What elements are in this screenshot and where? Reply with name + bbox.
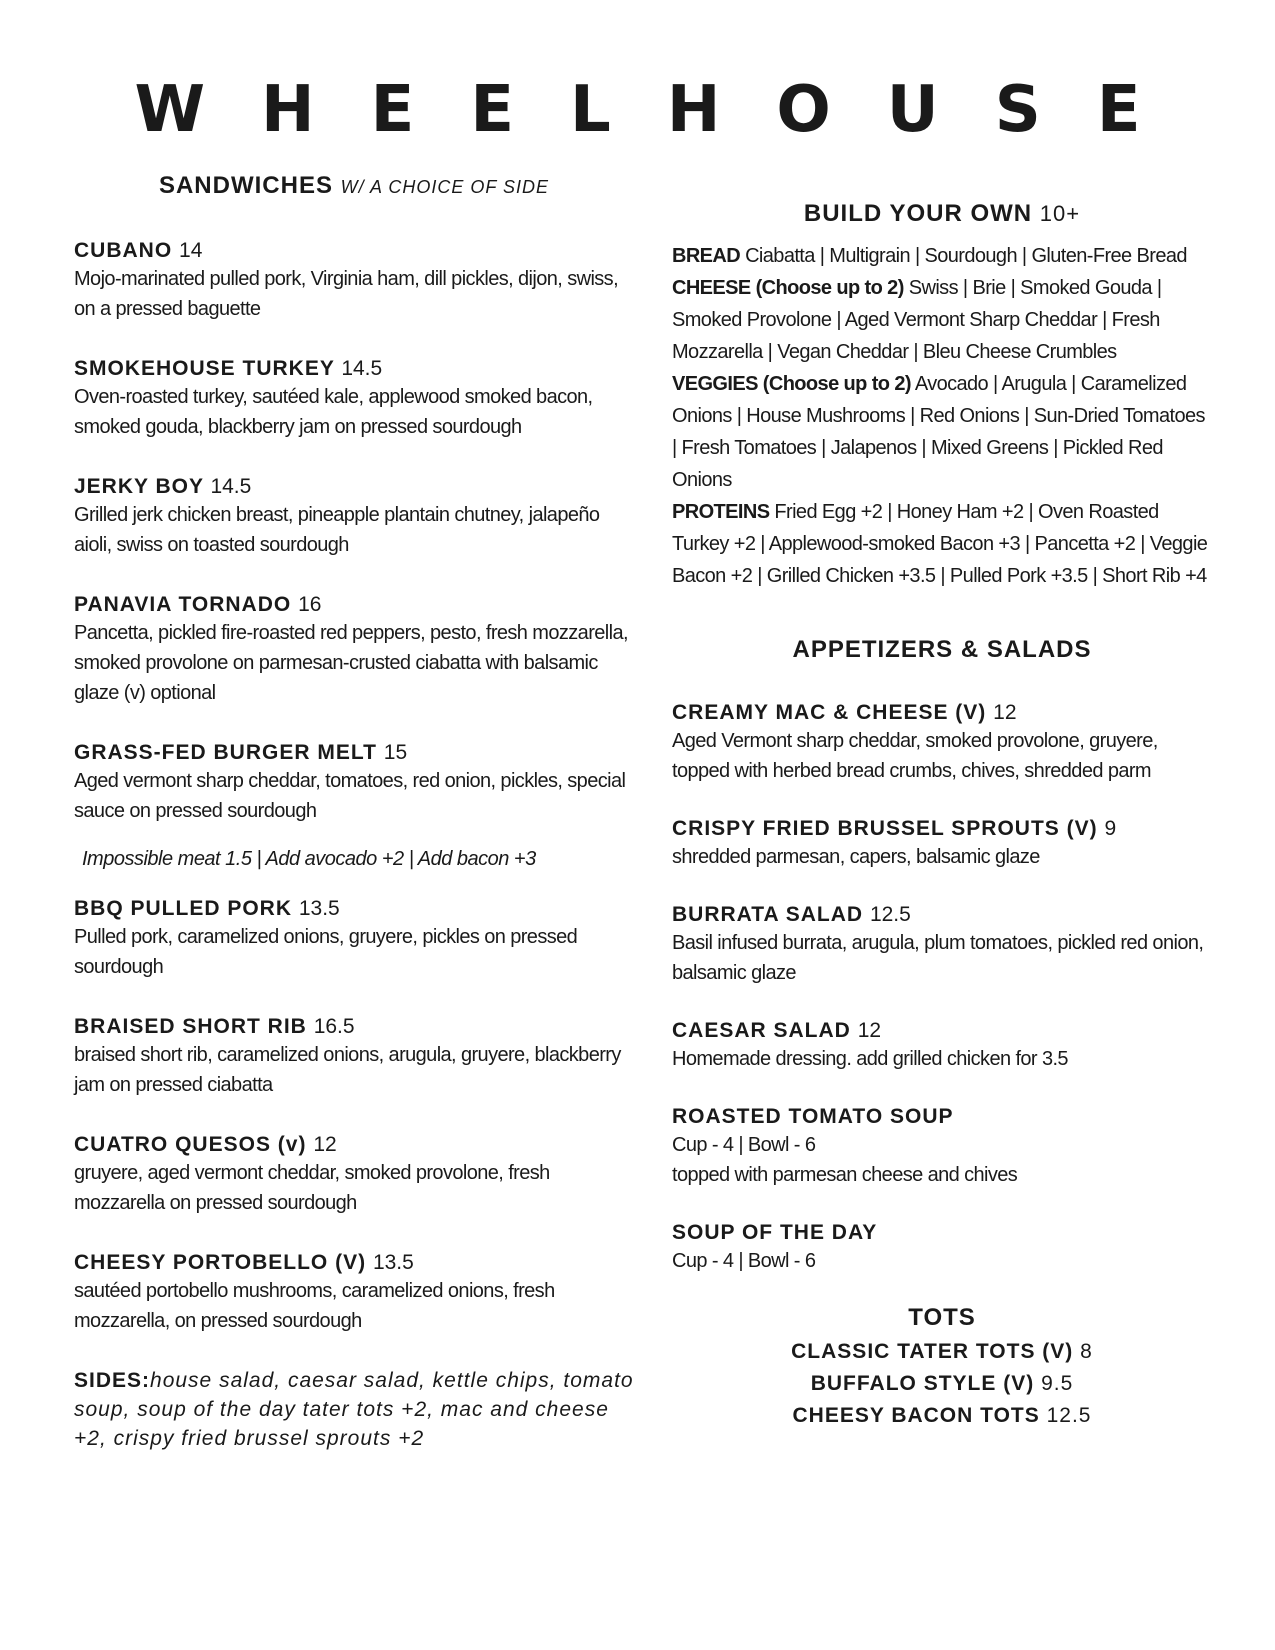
menu-item-cubano bbox=[74, 238, 634, 324]
item-price: 8 bbox=[1080, 1340, 1093, 1363]
list-item bbox=[672, 1400, 1212, 1432]
item-price: 15 bbox=[383, 741, 408, 764]
sides-text: house salad, caesar salad, kettle chips, tomato soup, soup of the day tater tots +2, mac and cheese +2, crispy fried brussel sprouts +2 bbox=[74, 1369, 634, 1450]
item-name: CREAMY MAC & CHEESE (V) bbox=[672, 701, 987, 724]
menu-item-cheesy-portobello bbox=[74, 1250, 634, 1336]
menu-item-soup-of-the-day bbox=[672, 1220, 1212, 1276]
item-name: CRISPY FRIED BRUSSEL SPROUTS (V) bbox=[672, 817, 1098, 840]
item-name: CUATRO QUESOS (v) bbox=[74, 1133, 307, 1156]
item-description: braised short rib, caramelized onions, arugula, gruyere, blackberry jam on pressed ciabatta bbox=[74, 1044, 621, 1096]
sandwiches-title: SANDWICHES bbox=[158, 172, 333, 199]
menu-item-cuatro-quesos bbox=[74, 1132, 634, 1218]
item-description: Basil infused burrata, arugula, plum tomatoes, pickled red onion, balsamic glaze bbox=[672, 932, 1204, 984]
menu-item-bbq-pulled-pork bbox=[74, 896, 634, 982]
list-item bbox=[672, 1368, 1212, 1400]
build-your-own-title: BUILD YOUR OWN bbox=[803, 200, 1033, 227]
cheese-label: CHEESE (Choose up to 2) bbox=[672, 277, 904, 299]
burger-extras: Impossible meat 1.5 | Add avocado +2 | Add bacon +3 bbox=[82, 848, 536, 870]
sandwiches-note: W/ A CHOICE OF SIDE bbox=[340, 177, 550, 197]
menu-item-smokehouse-turkey bbox=[74, 356, 634, 442]
item-price: 9.5 bbox=[1041, 1372, 1074, 1395]
menu-item-mac-cheese bbox=[672, 700, 1212, 786]
menu-item-burger-melt bbox=[74, 740, 634, 826]
item-price: 12 bbox=[857, 1019, 882, 1042]
item-description: Cup - 4 | Bowl - 6 bbox=[672, 1250, 816, 1272]
item-description: shredded parmesan, capers, balsamic glaze bbox=[672, 846, 1040, 868]
menu-item-burrata-salad bbox=[672, 902, 1212, 988]
menu-item-braised-short-rib bbox=[74, 1014, 634, 1100]
item-price: 14.5 bbox=[341, 357, 383, 380]
item-name: BURRATA SALAD bbox=[672, 903, 864, 926]
item-name: PANAVIA TORNADO bbox=[74, 593, 292, 616]
item-name: ROASTED TOMATO SOUP bbox=[672, 1105, 954, 1128]
proteins-label: PROTEINS bbox=[672, 501, 770, 523]
item-description-extra: topped with parmesan cheese and chives bbox=[672, 1164, 1018, 1186]
tots-heading: TOTS bbox=[908, 1304, 976, 1331]
item-description: gruyere, aged vermont cheddar, smoked provolone, fresh mozzarella on pressed sourdough bbox=[74, 1162, 550, 1214]
item-name: CHEESY PORTOBELLO (V) bbox=[74, 1251, 367, 1274]
build-your-own-heading bbox=[672, 200, 1212, 228]
item-description: Pulled pork, caramelized onions, gruyere, pickles on pressed sourdough bbox=[74, 926, 578, 978]
sides-label: SIDES: bbox=[74, 1369, 151, 1392]
item-description: Oven-roasted turkey, sautéed kale, applewood smoked bacon, smoked gouda, blackberry jam on pressed sourdough bbox=[74, 386, 593, 438]
bread-label: BREAD bbox=[672, 245, 741, 267]
item-name: BRAISED SHORT RIB bbox=[74, 1015, 307, 1038]
proteins-options: Fried Egg +2 | Honey Ham +2 | Oven Roasted Turkey +2 | Applewood-smoked Bacon +3 | Pancetta +2 | Veggie Bacon +2 | Grilled Chicken +3.5 | Pulled Pork +3.5 | Short Rib +4 bbox=[672, 501, 1208, 587]
item-name: BBQ PULLED PORK bbox=[74, 897, 293, 920]
build-your-own-options bbox=[672, 240, 1212, 592]
item-description: Cup - 4 | Bowl - 6 bbox=[672, 1134, 816, 1156]
right-column bbox=[672, 200, 1212, 1432]
veggies-label: VEGGIES (Choose up to 2) bbox=[672, 373, 911, 395]
item-price: 16.5 bbox=[313, 1015, 355, 1038]
item-price: 9 bbox=[1104, 817, 1117, 840]
menu-item-caesar-salad bbox=[672, 1018, 1212, 1074]
cheese-options: Swiss | Brie | Smoked Gouda | Smoked Provolone | Aged Vermont Sharp Cheddar | Fresh Mozzarella | Vegan Cheddar | Bleu Cheese Crumbles bbox=[672, 277, 1162, 363]
sides-list bbox=[74, 1366, 634, 1453]
sandwiches-column bbox=[74, 172, 634, 1453]
item-description: Aged Vermont sharp cheddar, smoked provolone, gruyere, topped with herbed bread crumbs, chives, shredded parm bbox=[672, 730, 1158, 782]
item-description: Mojo-marinated pulled pork, Virginia ham, dill pickles, dijon, swiss, on a pressed baguette bbox=[74, 268, 619, 320]
item-name: CHEESY BACON TOTS bbox=[792, 1404, 1040, 1427]
item-description: Pancetta, pickled fire-roasted red peppers, pesto, fresh mozzarella, smoked provolone on parmesan-crusted ciabatta with balsamic glaze (v) optional bbox=[74, 622, 628, 704]
item-price: 16 bbox=[298, 593, 322, 616]
appetizers-heading: APPETIZERS & SALADS bbox=[792, 636, 1092, 663]
item-name: GRASS-FED BURGER MELT bbox=[74, 741, 377, 764]
item-price: 14.5 bbox=[210, 475, 252, 498]
item-name: JERKY BOY bbox=[74, 475, 204, 498]
sandwiches-heading bbox=[74, 172, 634, 200]
item-price: 13.5 bbox=[298, 897, 340, 920]
veggies-options: Avocado | Arugula | Caramelized Onions | House Mushrooms | Red Onions | Sun-Dried Tomatoes | Fresh Tomatoes | Jalapenos | Mixed Greens | Pickled Red Onions bbox=[672, 373, 1205, 491]
item-description: Homemade dressing. add grilled chicken for 3.5 bbox=[672, 1048, 1068, 1070]
item-name: CUBANO bbox=[74, 239, 173, 262]
item-price: 12.5 bbox=[869, 903, 911, 926]
menu-item-brussel-sprouts bbox=[672, 816, 1212, 872]
item-price: 14 bbox=[179, 239, 203, 262]
menu-item-tomato-soup bbox=[672, 1104, 1212, 1190]
item-name: CLASSIC TATER TOTS (V) bbox=[791, 1340, 1074, 1363]
item-name: BUFFALO STYLE (V) bbox=[810, 1372, 1035, 1395]
item-price: 13.5 bbox=[372, 1251, 414, 1274]
menu-item-jerky-boy bbox=[74, 474, 634, 560]
item-description: Aged vermont sharp cheddar, tomatoes, red onion, pickles, special sauce on pressed sourdough bbox=[74, 770, 626, 822]
item-name: SMOKEHOUSE TURKEY bbox=[74, 357, 335, 380]
item-price: 12 bbox=[313, 1133, 337, 1156]
build-your-own-price: 10+ bbox=[1039, 201, 1081, 226]
item-description: sautéed portobello mushrooms, caramelized onions, fresh mozzarella, on pressed sourdough bbox=[74, 1280, 555, 1332]
bread-options: Ciabatta | Multigrain | Sourdough | Gluten-Free Bread bbox=[745, 245, 1187, 267]
restaurant-title: WHEELHOUSE bbox=[134, 73, 1197, 147]
item-price: 12 bbox=[993, 701, 1017, 724]
item-name: CAESAR SALAD bbox=[672, 1019, 851, 1042]
item-price: 12.5 bbox=[1046, 1404, 1092, 1427]
list-item bbox=[672, 1336, 1212, 1368]
menu-item-panavia-tornado bbox=[74, 592, 634, 708]
item-description: Grilled jerk chicken breast, pineapple plantain chutney, jalapeño aioli, swiss on toasted sourdough bbox=[74, 504, 600, 556]
tots-list bbox=[672, 1336, 1212, 1432]
item-name: SOUP OF THE DAY bbox=[672, 1221, 878, 1244]
